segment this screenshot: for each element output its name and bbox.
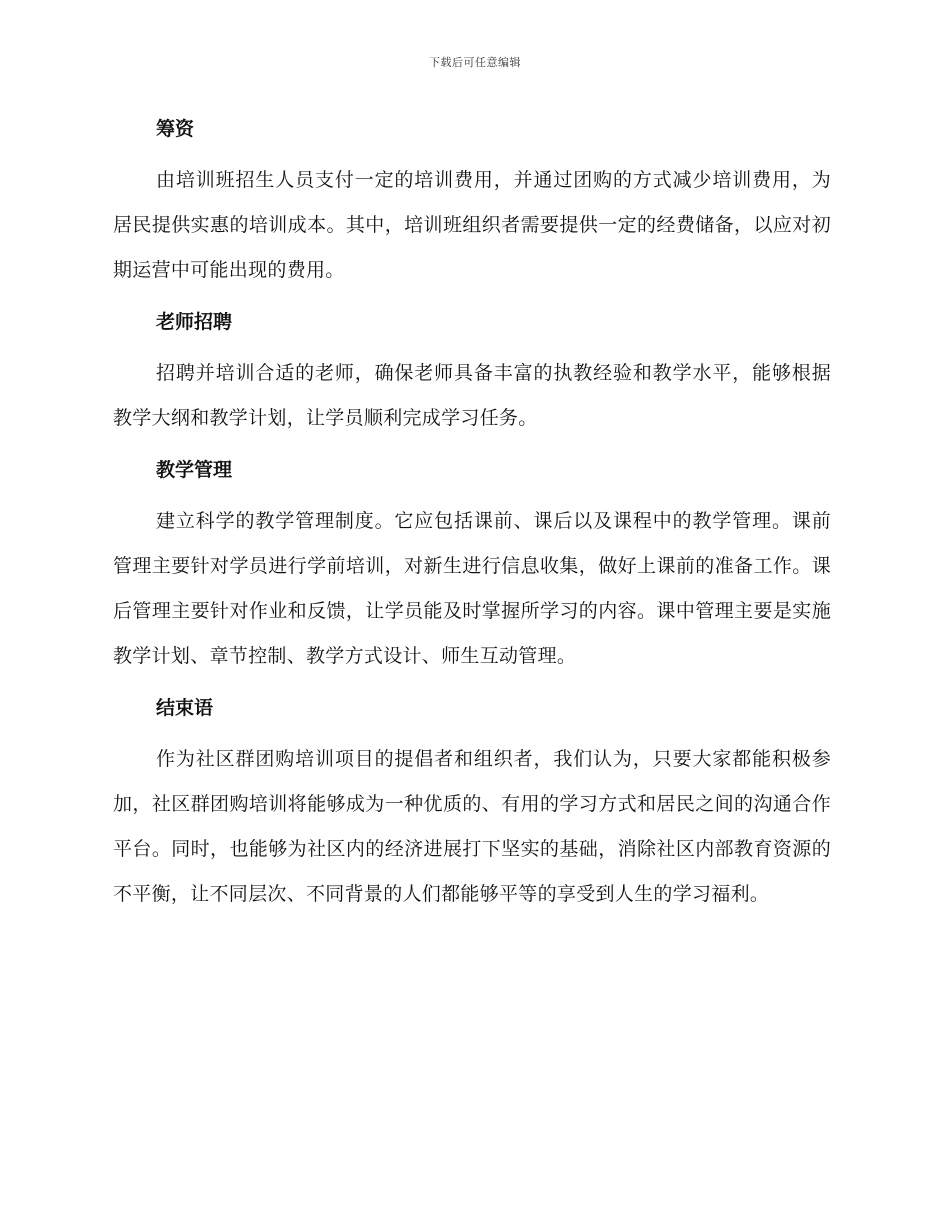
- section-teaching-management: [113, 455, 831, 679]
- page-header-note: 下载后可任意编辑: [429, 56, 521, 69]
- section-heading: 筹资: [156, 118, 195, 140]
- section-heading: 老师招聘: [156, 311, 233, 333]
- section-heading: 结束语: [156, 697, 214, 719]
- section-heading: 教学管理: [156, 459, 233, 481]
- section-conclusion: [113, 693, 831, 917]
- section-paragraph: 建立科学的教学管理制度。它应包括课前、课后以及课程中的教学管理。课前管理主要针对学员进行学前培训，对新生进行信息收集，做好上课前的准备工作。课后管理主要针对作业和反馈，让学员能及时掌握所学习的内容。课中管理主要是实施教学计划、章节控制、教学方式设计、师生互动管理。: [113, 510, 831, 667]
- section-paragraph: 作为社区群团购培训项目的提倡者和组织者，我们认为，只要大家都能积极参加，社区群团购培训将能够成为一种优质的、有用的学习方式和居民之间的沟通合作平台。同时，也能够为社区内的经济进展打下坚实的基础，消除社区内部教育资源的不平衡，让不同层次、不同背景的人们都能够平等的享受到人生的学习福利。: [113, 748, 831, 905]
- section-paragraph: 招聘并培训合适的老师，确保老师具备丰富的执教经验和教学水平，能够根据教学大纲和教学计划，让学员顺利完成学习任务。: [113, 362, 831, 429]
- section-teacher-recruitment: [113, 307, 831, 441]
- section-paragraph: 由培训班招生人员支付一定的培训费用，并通过团购的方式减少培训费用，为居民提供实惠的培训成本。其中，培训班组织者需要提供一定的经费储备，以应对初期运营中可能出现的费用。: [113, 169, 831, 281]
- section-fundraising: [113, 114, 831, 293]
- document-body: [113, 110, 831, 931]
